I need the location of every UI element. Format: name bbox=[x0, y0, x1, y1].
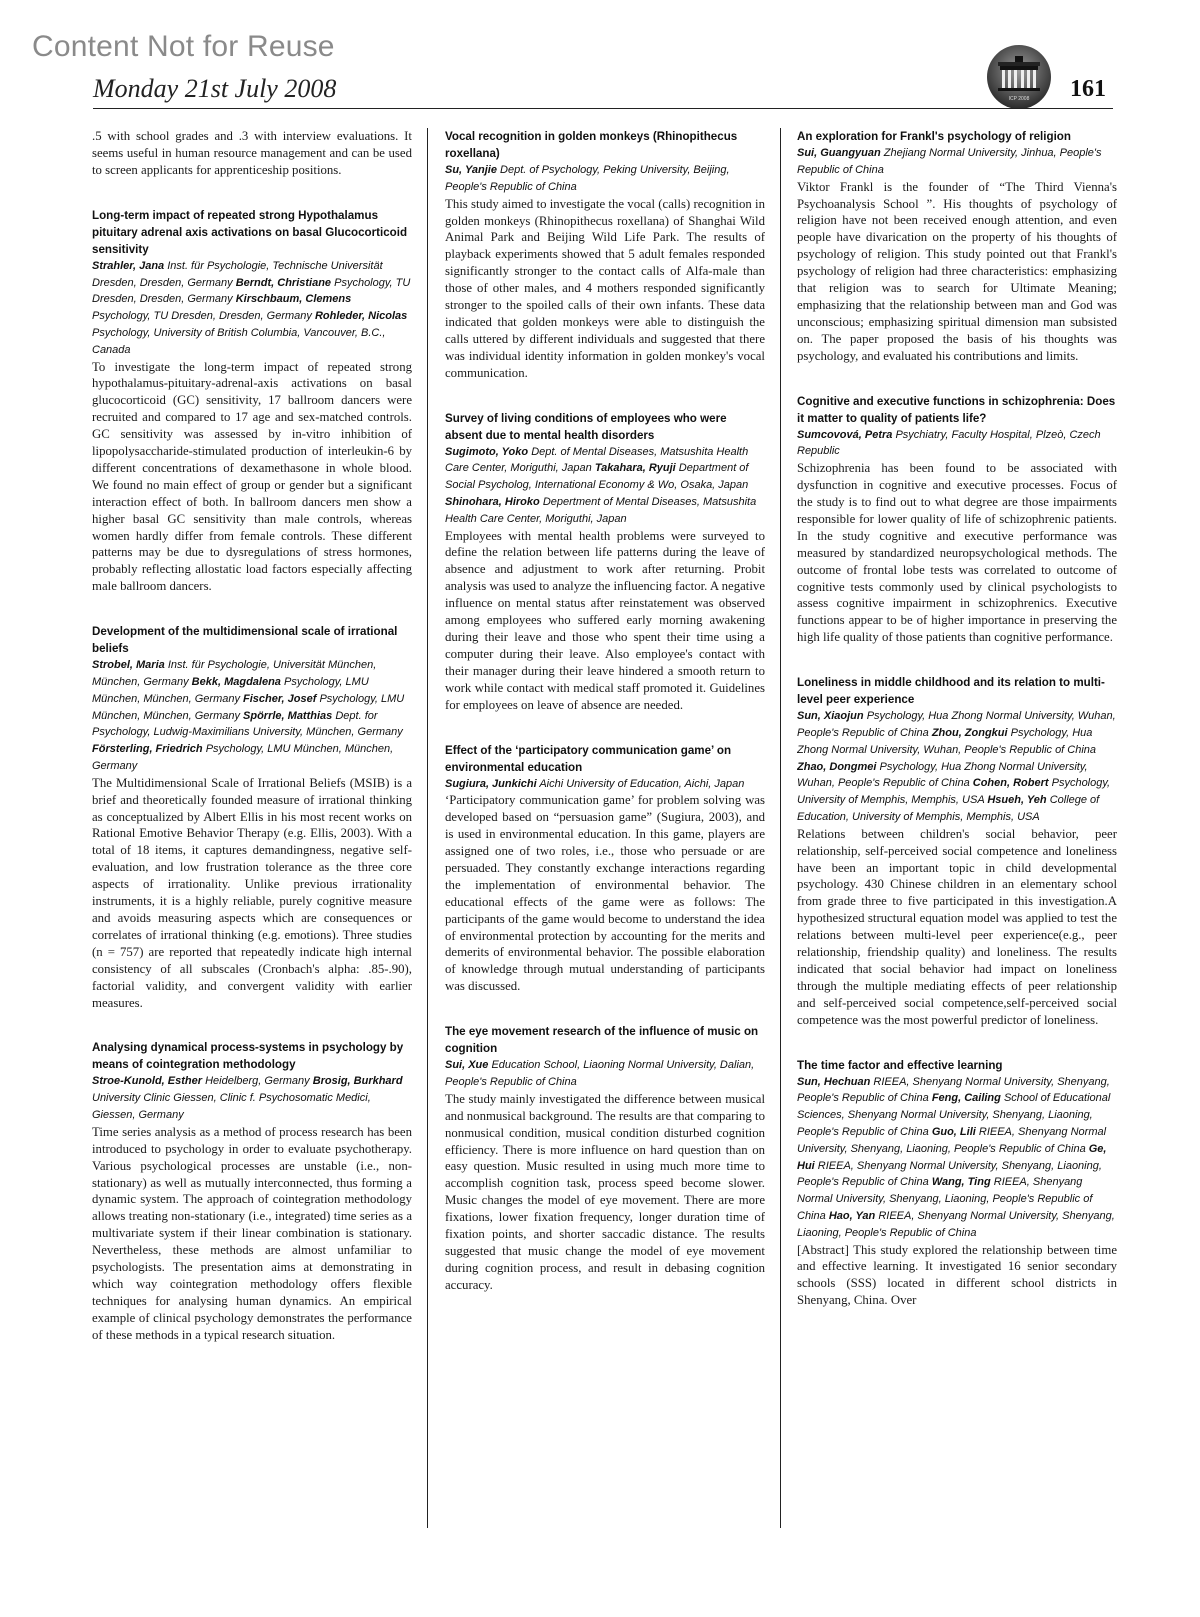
abstract-authors bbox=[797, 708, 1117, 826]
author-name: Hsueh, Yeh bbox=[987, 794, 1047, 807]
author-name: Berndt, Christiane bbox=[235, 276, 332, 289]
abstract-title: Survey of living conditions of employees who were absent due to mental health disorders bbox=[445, 411, 727, 442]
abstract-body: The Multidimensional Scale of Irrational Beliefs (MSIB) is a brief and theoretically founded measure of irrational thinking as conceptualized by Albert Ellis in his most recent works on Rational Emotive Behavior Therapy (e.g. Ellis, 2003). With a total of 18 items, it captures demandingness, negative self-evaluation, and low frustration tolerance as the three core aspects of irrationality. Unlike previous irrationality instruments, it is a highly reliable, purely cognitive measure and avoids measuring aspects which are consequences or correlates of irrational thinking (e.g. emotions). Three studies (n = 757) are reported that repeatedly indicate high internal consistency of all subscales (Cronbach's alpha: .85-.90), factorial validity, and convergent validity with earlier measures. bbox=[92, 775, 412, 1010]
logo-text: ICP 2008 bbox=[1008, 96, 1030, 102]
abstract-title: Effect of the ‘participatory communication game’ on environmental education bbox=[445, 743, 732, 774]
author-affiliation: College of Education, University of Memphis, Memphis, USA bbox=[797, 794, 1100, 823]
author-affiliation: RIEEA, Shenyang Normal University, Shenyang, Liaoning, People's Republic of China bbox=[797, 1176, 1093, 1222]
author-name: Sugimoto, Yoko bbox=[445, 445, 529, 458]
author-name: Hao, Yan bbox=[828, 1209, 876, 1222]
author-affiliation: Psychology, LMU München, München, Germany bbox=[92, 692, 405, 722]
abstract-entry bbox=[92, 128, 412, 179]
author-affiliation: Depertment of Mental Diseases, Matsushita Health Care Center, Moriguthi, Japan bbox=[445, 495, 757, 525]
author-affiliation: RIEEA, Shenyang Normal University, Shenyang, People's Republic of China bbox=[797, 1075, 1110, 1105]
congress-logo bbox=[986, 44, 1052, 110]
author-name: Rohleder, Nicolas bbox=[314, 310, 408, 323]
author-name: Strobel, Maria bbox=[92, 659, 165, 672]
abstract-entry bbox=[797, 1057, 1117, 1310]
author-name: Ge, Hui bbox=[797, 1142, 1107, 1172]
author-affiliation: Psychology, Hua Zhong Normal University, Wuhan, People's Republic of China bbox=[797, 710, 1116, 739]
author-name: Strahler, Jana bbox=[92, 259, 165, 272]
header-rule bbox=[93, 108, 1113, 109]
abstract-authors bbox=[445, 776, 765, 793]
author-affiliation: Dept. of Psychology, Peking University, Beijing, People's Republic of China bbox=[445, 164, 730, 193]
abstract-authors bbox=[445, 1057, 765, 1091]
abstract-entry bbox=[445, 410, 765, 714]
author-affiliation: Psychiatry, Faculty Hospital, Plzeò, Czech Republic bbox=[797, 428, 1101, 458]
abstract-body: Employees with mental health problems were surveyed to define the relation between life patterns during the leave of absence and adjustment to work after returning. Probit analysis was used to analyze the influencing factor. A negative influence on mental status after reinstatement was observed among employees who suffered early morning awakening during their leave and those who spent their time using a computer during their leave. Also employee's contact with their manager during their leave hindered a smooth return to work while contact with medical staff promoted it. Guidelines for employees on leave of absence are needed. bbox=[445, 528, 765, 712]
abstract-entry bbox=[797, 674, 1117, 1028]
abstract-title: The time factor and effective learning bbox=[797, 1058, 1003, 1072]
author-name: Sun, Xiaojun bbox=[797, 710, 864, 723]
author-affiliation: Psychology, Hua Zhong Normal University, Wuhan, People's Republic of China bbox=[797, 726, 1097, 756]
author-name: Fischer, Josef bbox=[243, 692, 317, 705]
author-name: Guo, Lili bbox=[931, 1125, 976, 1138]
abstract-entry bbox=[797, 128, 1117, 365]
abstract-entry bbox=[445, 742, 765, 996]
abstract-entry bbox=[92, 623, 412, 1011]
author-name: Försterling, Friedrich bbox=[92, 743, 203, 756]
author-affiliation: University Clinic Giessen, Clinic f. Psychosomatic Medici, Giessen, Germany bbox=[92, 1092, 371, 1122]
author-name: Sumcovová, Petra bbox=[797, 428, 893, 441]
author-name: Bekk, Magdalena bbox=[191, 675, 281, 688]
author-affiliation: Psychology, TU Dresden, Dresden, Germany bbox=[92, 310, 312, 323]
abstract-title: The eye movement research of the influence of music on cognition bbox=[445, 1025, 759, 1056]
abstract-body: Time series analysis as a method of process research has been introduced to psychology in order to evaluate psychotherapy. Various psychological processes are unstable (i.e., non-stationary) as well as mutually interconnected, thus forming a dynamic system. The approach of cointegration methodology allows treating non-stationary (i.e., integrated) time series as a multivariate system if their linear combination is stationary. Nevertheless, these methods are almost unfamiliar to psychologists. The presentation aims at demonstrating in which way cointegration methodology offers flexible techniques for analysing human dynamics. An empirical example of clinical psychology demonstrates the performance of these methods in a typical research situation. bbox=[92, 1124, 412, 1342]
author-name: Sugiura, Junkichi bbox=[445, 777, 537, 790]
column-divider bbox=[780, 128, 781, 1528]
abstract-title: Long-term impact of repeated strong Hypothalamus pituitary adrenal axis activations on basal Glucocorticoid sensitivity bbox=[92, 208, 408, 256]
author-name: Zhao, Dongmei bbox=[797, 760, 877, 773]
abstract-body: Schizophrenia has been found to be associated with dysfunction in cognitive and executive processes. Focus of the study is to find out to what degree are those impairments responsible for lower quality of life of schizophrenic patients. In the study cognitive and executive performance was measured by standardized neuropsychological methods. The outcome of frontal lobe tests was correlated to outcome of cognitive tests commonly used by clinical psychologists to assess cognitive impairment in schizophrenics. Executive functions appear to be of higher importance in preserving the high life quality of those patients than cognitive performance. bbox=[797, 461, 1117, 645]
column-2 bbox=[445, 128, 765, 1528]
abstract-body: Viktor Frankl is the founder of “The Third Vienna's Psychoanalysis School ”. His thoughts of psychology of religion have not been received enough attention, and even people have divarication on the property of his thoughts of psychology of religion. This study pointed out that Frankl's psychology of religion had three characteristics: emphasizing that religion was to search for Ultimate Meaning; emphasizing that the relationship between man and God was unconscious; emphasizing spiritual dimension man subsisted on. The paper proposed the basis of his thoughts was psychology, and evaluated his contributions and limits. bbox=[797, 179, 1117, 363]
abstract-entry bbox=[797, 393, 1117, 647]
abstract-body: To investigate the long-term impact of repeated strong hypothalamus-pituitary-adrenal-axis activations on basal glucocorticoid (GC) sensitivity, 17 ballroom dancers were recruited and compared to 17 age and sex-matched controls. GC sensitivity was assessed by in-vitro inhibition of lipopolysaccharide-stimulated production of interleukin-6 by different concentrations of dexamethasone in whole blood. We found no main effect of group or gender but a significant interaction effect of both. In ballroom dancers men show a higher basal GC sensitivity than male controls, whereas women hardly differ from female controls. These different patterns may be due to dysregulations of stress hormones, probably reflecting allostatic load factors especially affecting male ballroom dancers. bbox=[92, 359, 412, 594]
abstract-body: This study aimed to investigate the vocal (calls) recognition in golden monkeys (Rhinopithecus roxellana) of Shanghai Wild Animal Park and Beijing Wild Life Park. The results of playback experiments showed that 5 adult females responded significantly stronger to the contact calls of Alfa-male than those of other males, and 4 mothers responded significantly stronger to the spoiled calls of their own infants. These data indicated that golden monkeys were able to distinguish the calls uttered by different individuals and suggested that there was individual identity information in golden monkey's vocal communication. bbox=[445, 196, 765, 380]
abstract-authors bbox=[797, 145, 1117, 179]
author-name: Sui, Guangyuan bbox=[797, 147, 881, 159]
author-affiliation: Psychology, University of Memphis, Memphis, USA bbox=[797, 777, 1111, 807]
abstract-authors bbox=[92, 258, 412, 359]
abstract-body: .5 with school grades and .3 with interview evaluations. It seems useful in human resource management and can be used to screen applicants for apprenticeship positions. bbox=[92, 129, 412, 177]
abstract-authors bbox=[445, 444, 765, 528]
abstract-authors bbox=[92, 657, 412, 775]
abstract-body: Relations between children's social behavior, peer relationship, self-perceived social competence and loneliness have been an important topic in child developmental psychology. 430 Chinese children in an elementary school from grade three to five participated in this investigation.A hypothesized structural equation model was applied to test the relations between multi-level peer experience(e.g., peer relationship, friendship quality) and loneliness. The results indicated that social behavior had impact on loneliness through the multiple mediating effects of peer relationship and self-perceived social competence,self-perceived social competence was the most powerful predictor of loneliness. bbox=[797, 826, 1117, 1027]
author-name: Sui, Xue bbox=[445, 1059, 489, 1072]
author-name: Spörrle, Matthias bbox=[243, 709, 333, 722]
abstract-title: Loneliness in middle childhood and its relation to multi-level peer experience bbox=[797, 676, 1105, 707]
abstract-entry bbox=[92, 207, 412, 595]
author-name: Su, Yanjie bbox=[445, 164, 497, 176]
abstract-body: [Abstract] This study explored the relationship between time and effective learning. It investigated 16 senior secondary schools (SSS) located in different school districts in Shenyang, China. Over bbox=[797, 1242, 1117, 1308]
author-name: Sun, Hechuan bbox=[797, 1075, 871, 1088]
author-affiliation: Zhejiang Normal University, Jinhua, People's Republic of China bbox=[797, 147, 1102, 176]
author-affiliation: Psychology, TU Dresden, Dresden, Germany bbox=[92, 276, 411, 306]
abstract-body: ‘Participatory communication game’ for problem solving was developed based on “persuasion game” (Sugiura, 2003), and is used in environmental education. In this game, players are assigned one of two roles, i.e., those who persuade or are persuaded. They constantly exchange interactions regarding the implementation of environmental behavior. The educational effects of the game were as follows: The participants of the game would become to understand the idea of environmental protection by accounting for the merits and demerits of environmental behavior. The possible elaboration of knowledge through mutual understanding of participants was discussed. bbox=[445, 793, 765, 994]
author-affiliation: Psychology, LMU München, München, Germany bbox=[92, 675, 369, 705]
author-affiliation: Education School, Liaoning Normal University, Dalian, People's Republic of China bbox=[445, 1059, 755, 1088]
abstract-title: Cognitive and executive functions in schizophrenia: Does it matter to quality of patients life? bbox=[797, 394, 1116, 425]
abstract-title: Development of the multidimensional scale of irrational beliefs bbox=[92, 625, 398, 656]
abstract-entry bbox=[445, 1023, 765, 1293]
page-number: 161 bbox=[1070, 76, 1106, 102]
page-date: Monday 21st July 2008 bbox=[93, 74, 337, 103]
author-affiliation: Heidelberg, Germany bbox=[205, 1075, 310, 1088]
abstract-title: Analysing dynamical process-systems in psychology by means of cointegration methodology bbox=[92, 1041, 404, 1072]
author-name: Zhou, Zongkui bbox=[931, 726, 1008, 739]
abstract-entry bbox=[92, 1039, 412, 1343]
abstract-title: An exploration for Frankl's psychology of religion bbox=[797, 130, 1071, 143]
column-3 bbox=[797, 128, 1117, 1528]
author-affiliation: RIEEA, Shenyang Normal University, Shenyang, Liaoning, People's Republic of China bbox=[797, 1125, 1107, 1155]
author-affiliation: Inst. für Psychologie, Universität München, München, Germany bbox=[92, 659, 377, 688]
watermark-text: Content Not for Reuse bbox=[32, 30, 335, 63]
author-affiliation: Dept. of Mental Diseases, Matsushita Health Care Center, Moriguthi, Japan bbox=[445, 445, 749, 475]
abstract-title: Vocal recognition in golden monkeys (Rhinopithecus roxellana) bbox=[445, 130, 738, 160]
author-name: Kirschbaum, Clemens bbox=[235, 293, 352, 306]
abstract-authors bbox=[797, 427, 1117, 461]
author-name: Brosig, Burkhard bbox=[312, 1075, 403, 1088]
author-name: Shinohara, Hiroko bbox=[445, 495, 540, 508]
author-name: Cohen, Robert bbox=[972, 777, 1049, 790]
author-affiliation: Dept. for Psychology, Ludwig-Maximilians University, München, Germany bbox=[92, 709, 403, 739]
author-affiliation: School of Educational Sciences, Shenyang Normal University, Shenyang, Liaoning, People's Republic of China bbox=[797, 1092, 1111, 1138]
author-affiliation: Psychology, LMU München, München, Germany bbox=[92, 743, 394, 772]
author-name: Takahara, Ryuji bbox=[594, 462, 676, 475]
column-divider bbox=[427, 128, 428, 1528]
abstract-authors bbox=[445, 162, 765, 196]
abstract-body: The study mainly investigated the difference between musical and nonmusical background. The results are that comparing to nonmusical condition, musical condition disturbed cognition efficiency. There is more influence on hard question than on easy question. Music resulted in using much more time to accomplish cognition task, process speed become slower. Music changes the model of eye movement. There are more fixations, lower fixation frequency, longer duration time of fixation points, and shorter saccadic distance. The results suggested that music change the model of eye movement during cognition process, and result in debasing cognition accuracy. bbox=[445, 1091, 765, 1292]
abstract-authors bbox=[92, 1073, 412, 1123]
abstract-entry bbox=[445, 128, 765, 382]
author-affiliation: RIEEA, Shenyang Normal University, Shenyang, Liaoning, People's Republic of China bbox=[797, 1159, 1102, 1189]
author-name: Wang, Ting bbox=[931, 1176, 991, 1189]
author-affiliation: Aichi University of Education, Aichi, Japan bbox=[539, 777, 745, 790]
column-1 bbox=[92, 128, 412, 1528]
author-affiliation: Inst. für Psychologie, Technische Universität Dresden, Dresden, Germany bbox=[92, 259, 383, 289]
author-affiliation: Psychology, University of British Columbia, Vancouver, B.C., Canada bbox=[92, 326, 386, 356]
author-name: Stroe-Kunold, Esther bbox=[92, 1075, 203, 1088]
author-affiliation: Psychology, Hua Zhong Normal University, Wuhan, People's Republic of China bbox=[797, 760, 1088, 790]
author-name: Feng, Cailing bbox=[931, 1092, 1001, 1105]
abstract-authors bbox=[797, 1074, 1117, 1242]
author-affiliation: RIEEA, Shenyang Normal University, Shenyang, Liaoning, People's Republic of China bbox=[797, 1209, 1115, 1239]
author-affiliation: Department of Social Psycholog, International Economy & Wo, Osaka, Japan bbox=[445, 462, 749, 492]
